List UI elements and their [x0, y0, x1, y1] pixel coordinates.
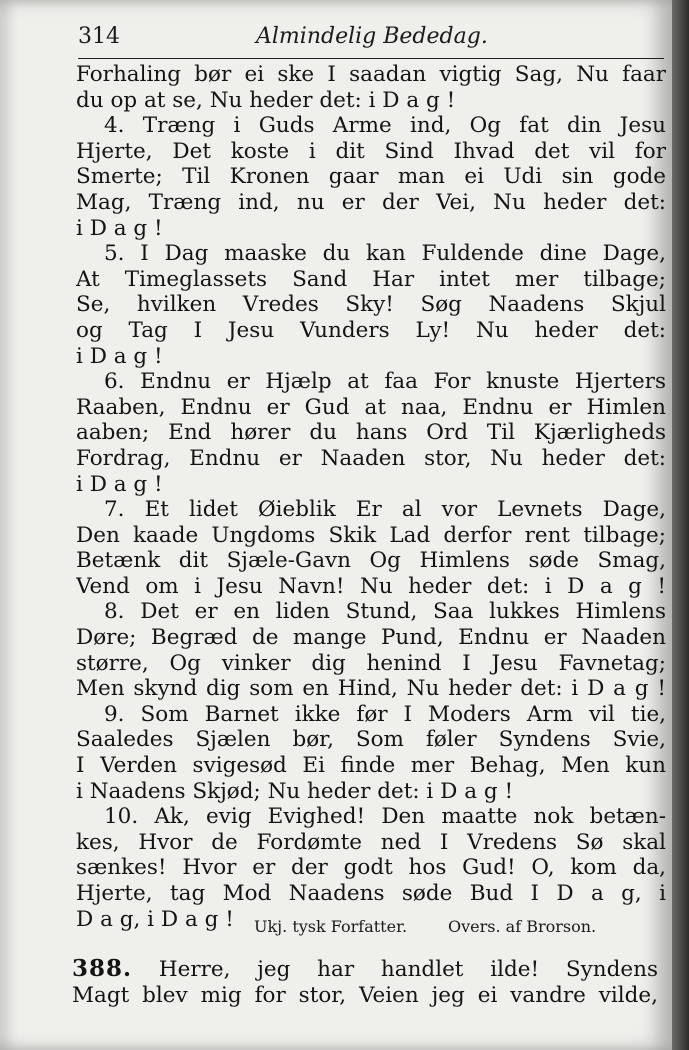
text-line: At Timeglassets Sand Har intet mer tilbage; — [76, 266, 666, 292]
text-line: 4. Træng i Guds Arme ind, Og fat din Jesu — [104, 113, 666, 139]
text-line: Vend om i Jesu Navn! Nu heder det: i D a g ! — [76, 573, 666, 599]
text-line: 10. Ak, evig Evighed! Den maatte nok betæn- — [104, 804, 666, 830]
text-line: I Verden svigesød Ei finde mer Behag, Men kun — [76, 753, 666, 779]
hymn-line-1: Herre, jeg har handlet ilde! Syndens — [158, 957, 658, 982]
text-line: Men skynd dig som en Hind, Nu heder det: i D a g ! — [76, 676, 666, 702]
header-rule — [78, 58, 664, 59]
translator-credit: Overs. af Brorson. — [448, 917, 597, 936]
text-line: Raaben, Endnu er Gud at naa, Endnu er Himlen — [76, 394, 666, 420]
text-line: sænkes! Hvor er der godt hos Gud! O, kom da, — [76, 855, 666, 881]
text-line: 8. Det er en liden Stund, Saa lukkes Himlens — [104, 599, 666, 625]
text-line: 9. Som Barnet ikke før I Moders Arm vil tie, — [104, 701, 666, 727]
text-line: du op at se, Nu heder det: i D a g ! — [76, 87, 456, 113]
text-line: Hjerte, Det koste i dit Sind Ihvad det vil for — [76, 138, 666, 164]
running-title: Almindelig Bededag. — [256, 24, 488, 49]
text-line: Den kaade Ungdoms Skik Lad derfor rent tilbage; — [76, 522, 666, 548]
author-origin: Ukj. tysk Forfatter. — [254, 917, 408, 936]
text-line: i D a g ! — [76, 343, 163, 369]
hymn-line-2: Magt blev mig for stor, Veien jeg ei vandre vilde, — [72, 982, 658, 1008]
text-line: D a g, i D a g ! — [76, 906, 234, 932]
next-hymn — [72, 956, 658, 1008]
text-line: Se, hvilken Vredes Sky! Søg Naadens Skjul — [76, 292, 666, 318]
text-line: og Tag I Jesu Vunders Ly! Nu heder det: — [76, 317, 666, 343]
text-line: Mag, Træng ind, nu er der Vei, Nu heder det: — [76, 189, 666, 215]
page-number: 314 — [78, 24, 120, 49]
text-line: Døre; Begræd de mange Pund, Endnu er Naaden — [76, 625, 666, 651]
text-line: Smerte; Til Kronen gaar man ei Udi sin gode — [76, 164, 666, 190]
hymn-number: 388. — [72, 956, 133, 982]
text-line: 7. Et lidet Øieblik Er al vor Levnets Dage, — [104, 497, 666, 523]
text-line: Saaledes Sjælen bør, Som føler Syndens Svie, — [76, 727, 666, 753]
text-line: kes, Hvor de Fordømte ned I Vredens Sø skal — [76, 829, 666, 855]
hymn-first-line — [72, 956, 658, 983]
text-line: i D a g ! — [76, 471, 163, 497]
text-line: 6. Endnu er Hjælp at faa For knuste Hjerters — [104, 369, 666, 395]
text-line: Betænk dit Sjæle-Gavn Og Himlens søde Smag, — [76, 548, 666, 574]
text-line: i D a g ! — [76, 215, 163, 241]
hymn-text — [76, 62, 666, 932]
text-line: Hjerte, tag Mod Naadens søde Bud I D a g, i — [76, 881, 666, 906]
text-line: Forhaling bør ei ske I saadan vigtig Sag, Nu faar — [76, 62, 666, 87]
page-header — [78, 20, 662, 54]
text-line: aaben; End hører du hans Ord Til Kjærligheds — [76, 420, 666, 446]
text-line: større, Og vinker dig henind I Jesu Favnetag; — [76, 650, 666, 676]
text-line: i Naadens Skjød; Nu heder det: i D a g ! — [76, 778, 514, 804]
text-line: 5. I Dag maaske du kan Fuldende dine Dage, — [104, 241, 666, 267]
text-line: Fordrag, Endnu er Naaden stor, Nu heder det: — [76, 445, 666, 471]
book-spine-shadow — [672, 0, 689, 1050]
